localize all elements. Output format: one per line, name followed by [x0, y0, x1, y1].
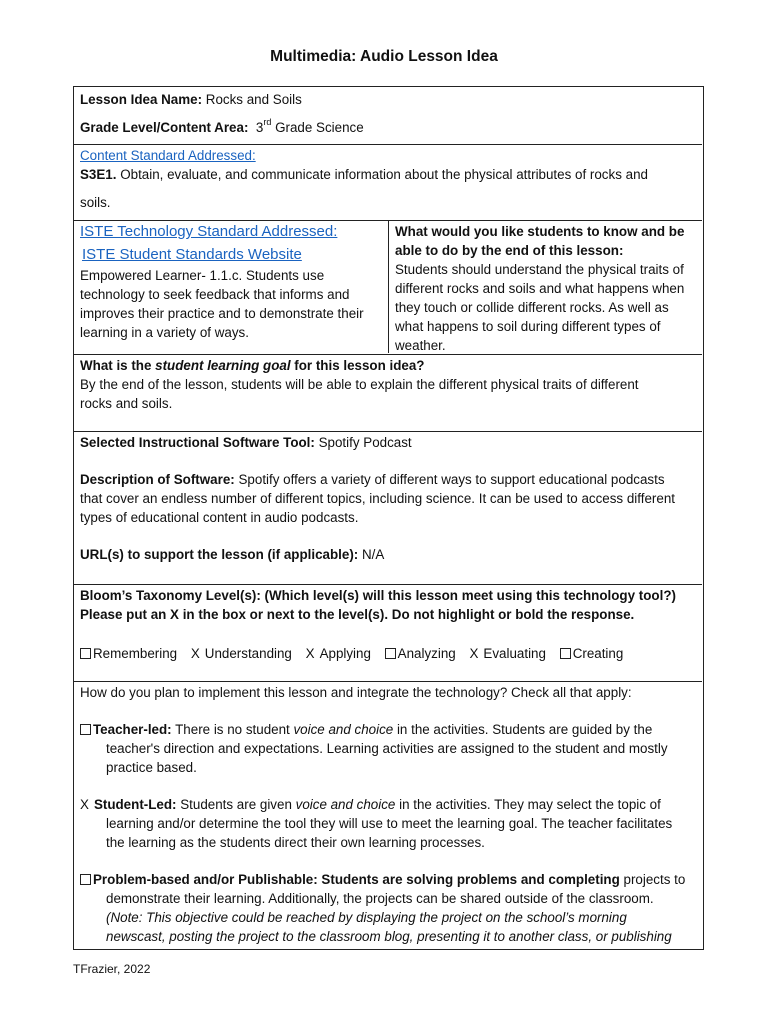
grade-label: Grade Level/Content Area:: [80, 120, 249, 135]
iste-standards-link[interactable]: ISTE Student Standards Website: [82, 246, 302, 263]
know-text-line: weather.: [395, 338, 446, 353]
goal-question: [80, 356, 696, 375]
goal-line1: By the end of the lesson, students will be able to explain the different physical traits of different: [80, 377, 639, 392]
iste-text-line: learning in a variety of ways.: [80, 325, 249, 340]
grade-sup: rd: [263, 117, 272, 127]
software-tool: [80, 433, 696, 452]
content-standard-heading: Content Standard Addressed:: [80, 148, 256, 163]
checkbox-icon: [80, 724, 91, 735]
checkbox-icon: [80, 648, 91, 659]
implementation-row: [74, 681, 702, 950]
lesson-name-value: Rocks and Soils: [205, 92, 302, 107]
bloom-option-label: Evaluating: [483, 646, 546, 661]
know-text-line: Students should understand the physical traits of: [395, 262, 684, 277]
software-desc: [80, 470, 696, 489]
teacher-l1-pre: There is no student: [175, 722, 294, 737]
bloom-option-understanding[interactable]: [191, 646, 292, 661]
x-mark: X: [190, 646, 200, 661]
bloom-option-applying[interactable]: [306, 646, 371, 661]
iste-text-line: technology to seek feedback that informs and: [80, 287, 350, 302]
teacher-led-label: Teacher-led:: [93, 722, 172, 737]
x-mark: X: [469, 646, 479, 661]
lesson-plan-table: [73, 86, 704, 950]
grade-rest: Grade Science: [275, 120, 364, 135]
teacher-l1-italic: voice and choice: [293, 722, 394, 737]
grade-num: 3: [255, 120, 264, 135]
problem-based-label: Problem-based and/or Publishable: Students are solving problems and completing: [93, 872, 620, 887]
software-desc-line2: that cover an endless number of different topics, including science. It can be used to access different: [80, 491, 675, 506]
lesson-info-row: [74, 87, 702, 144]
x-mark: X: [80, 797, 89, 812]
checkbox-icon: [560, 648, 571, 659]
goal-q-italic: student learning goal: [155, 358, 291, 373]
problem-based-option[interactable]: [80, 870, 696, 889]
content-standard-row: [74, 144, 702, 220]
grade-level: [80, 118, 696, 137]
teacher-l1-post: in the activities. Students are guided by the: [393, 722, 653, 737]
bloom-option-label: Remembering: [93, 646, 178, 661]
software-tool-label: Selected Instructional Software Tool:: [80, 435, 315, 450]
standard-text-line2: soils.: [80, 195, 111, 210]
student-l1-italic: voice and choice: [295, 797, 396, 812]
student-l1-pre: Students are given: [180, 797, 296, 812]
bloom-option-label: Applying: [319, 646, 371, 661]
bloom-option-label: Creating: [572, 646, 624, 661]
standard-code: S3E1.: [80, 167, 117, 182]
software-url-value: N/A: [361, 547, 385, 562]
know-text-line: what happens to soil during different types of: [395, 319, 661, 334]
bloom-option-label: Understanding: [204, 646, 292, 661]
footer-credit: TFrazier, 2022: [73, 962, 151, 976]
teacher-l3: practice based.: [106, 760, 197, 775]
x-mark: X: [305, 646, 315, 661]
lesson-name: [80, 90, 696, 109]
software-url: [80, 545, 696, 564]
know-heading-line: able to do by the end of this lesson:: [395, 243, 624, 258]
problem-l4: newscast, posting the project to the classroom blog, presenting it to another class, or publishing: [106, 929, 672, 944]
checkbox-icon: [385, 648, 396, 659]
problem-l2: demonstrate their learning. Additionally, the projects can be shared outside of the classroom.: [106, 891, 654, 906]
know-cell: [389, 221, 702, 355]
software-desc-line1: Spotify offers a variety of different ways to support educational podcasts: [238, 472, 665, 487]
bloom-option-analyzing[interactable]: [385, 646, 456, 661]
learning-goal-row: [74, 354, 702, 431]
iste-text-line: improves their practice and to demonstrate their: [80, 306, 364, 321]
know-heading-line: What would you like students to know and be: [395, 224, 685, 239]
bloom-question-line2: Please put an X in the box or next to the level(s). Do not highlight or bold the response.: [80, 607, 635, 622]
know-text-line: they touch or collide different rocks. As well as: [395, 300, 669, 315]
bloom-option-label: Analyzing: [397, 646, 456, 661]
student-l2: learning and/or determine the tool they will use to meet the learning goal. The teacher facilitates: [106, 816, 673, 831]
implement-question: How do you plan to implement this lesson and integrate the technology? Check all that apply:: [80, 685, 632, 700]
bloom-question-line1: Bloom’s Taxonomy Level(s): (Which level(s) will this lesson meet using this technology tool?): [80, 588, 676, 603]
standard-text-line1: Obtain, evaluate, and communicate information about the physical attributes of rocks and: [120, 167, 648, 182]
software-row: [74, 431, 702, 584]
bloom-option-remembering[interactable]: [80, 646, 177, 661]
iste-text-line: Empowered Learner- 1.1.c. Students use: [80, 268, 325, 283]
student-led-option[interactable]: [80, 795, 696, 814]
lesson-name-label: Lesson Idea Name:: [80, 92, 203, 107]
software-desc-label: Description of Software:: [80, 472, 235, 487]
page-title: Multimedia: Audio Lesson Idea: [270, 48, 498, 65]
iste-heading: ISTE Technology Standard Addressed:: [80, 223, 338, 240]
iste-cell: [74, 221, 389, 353]
student-l1-post: in the activities. They may select the topic of: [395, 797, 661, 812]
goal-q-post: for this lesson idea?: [290, 358, 425, 373]
checkbox-icon: [80, 874, 91, 885]
iste-row: [74, 220, 702, 354]
teacher-led-option[interactable]: [80, 720, 696, 739]
software-desc-line3: types of educational content in audio podcasts.: [80, 510, 359, 525]
goal-line2: rocks and soils.: [80, 396, 173, 411]
goal-q-pre: What is the: [80, 358, 156, 373]
problem-l3: (Note: This objective could be reached by displaying the project on the school’s morning: [106, 910, 627, 925]
problem-l1-post: projects to: [619, 872, 686, 887]
teacher-l2: teacher's direction and expectations. Learning activities are assigned to the student and mostly: [106, 741, 668, 756]
software-tool-value: Spotify Podcast: [318, 435, 412, 450]
know-text-line: different rocks and soils and what happens when: [395, 281, 685, 296]
bloom-option-creating[interactable]: [560, 646, 624, 661]
software-url-label: URL(s) to support the lesson (if applicable):: [80, 547, 359, 562]
bloom-options: [80, 644, 696, 663]
student-led-label: Student-Led:: [93, 797, 177, 812]
bloom-option-evaluating[interactable]: [469, 646, 545, 661]
bloom-row: [74, 584, 702, 681]
student-l3: the learning as the students direct their own learning processes.: [106, 835, 485, 850]
